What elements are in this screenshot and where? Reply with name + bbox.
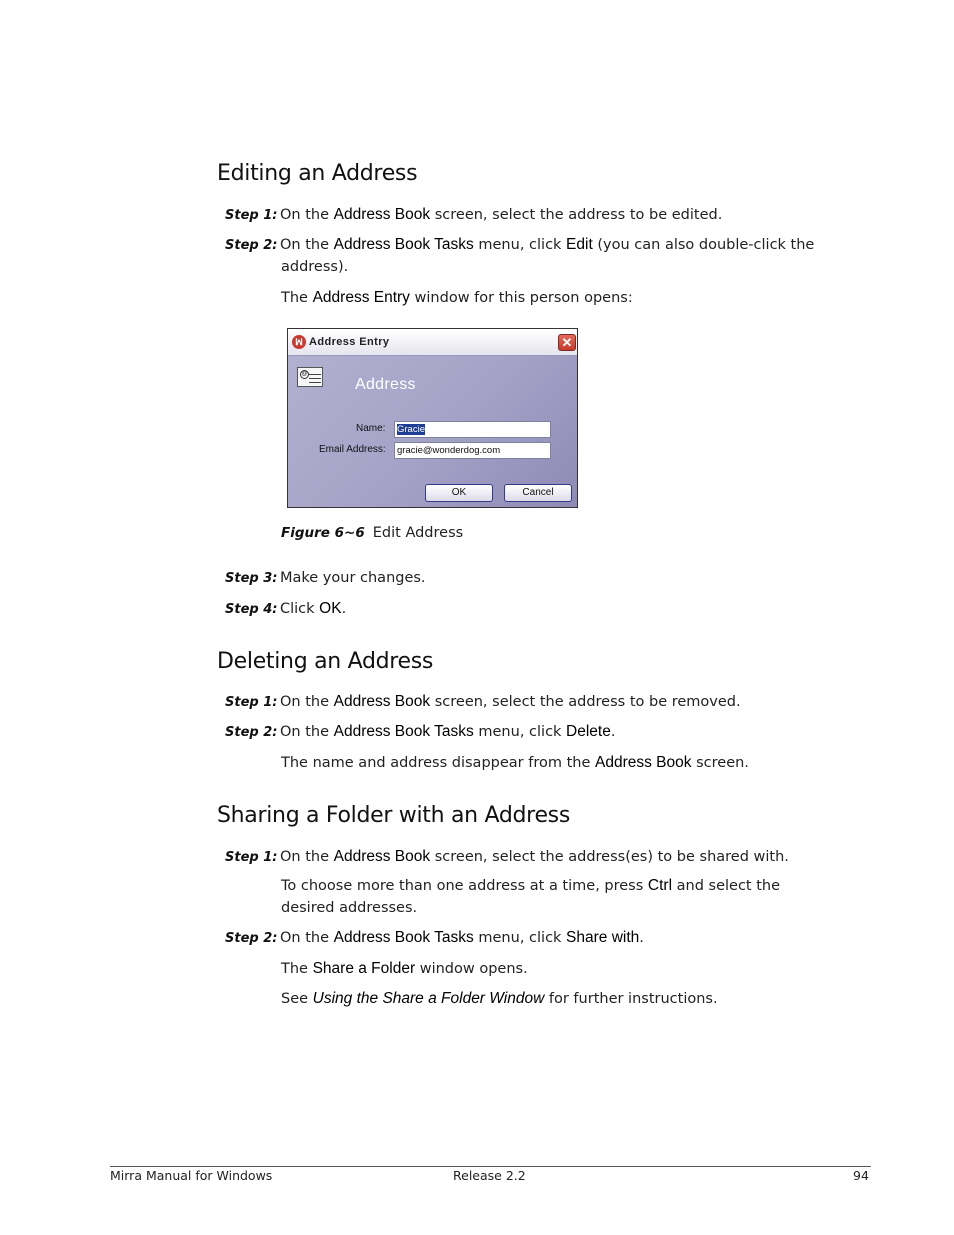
ui-term: Address Book Tasks (333, 929, 474, 946)
step-text: On the (280, 237, 334, 253)
close-button[interactable]: ✕ (558, 334, 576, 351)
cancel-button[interactable]: Cancel (504, 484, 572, 502)
note-text: for further instructions. (544, 991, 718, 1007)
note-text: window for this person opens: (409, 290, 633, 306)
cross-reference-link[interactable]: Using the Share a Folder Window (312, 990, 545, 1007)
dialog-title: Address Entry (309, 336, 390, 348)
step-text: On the (280, 849, 334, 865)
ui-term: OK (319, 600, 342, 617)
name-value: Gracie (397, 424, 425, 435)
note-text: screen. (691, 755, 749, 771)
ui-term: Address Book (333, 206, 431, 223)
ui-term: Delete (566, 723, 611, 740)
name-field[interactable] (394, 421, 551, 438)
ui-term: Address Book Tasks (333, 723, 474, 740)
note-text: The name and address disappear from the (281, 755, 595, 771)
note-text: The (281, 961, 313, 977)
step-text: On the (280, 207, 334, 223)
email-label: Email Address: (319, 444, 386, 455)
step-label: Step 2: (225, 238, 278, 253)
footer-manual-title: Mirra Manual for Windows (110, 1168, 273, 1183)
step-label: Step 1: (225, 850, 278, 865)
ok-button[interactable]: OK (425, 484, 493, 502)
step-text: . (639, 930, 644, 946)
note-text: and select the (672, 878, 781, 894)
figure-text: Edit Address (372, 525, 464, 541)
step-label: Step 2: (225, 725, 278, 740)
footer-rule (110, 1166, 871, 1167)
note-text: To choose more than one address at a time, press (281, 878, 648, 894)
step-text: On the (280, 724, 334, 740)
step-label: Step 4: (225, 602, 278, 617)
deleting-step-2 (225, 721, 615, 744)
ui-term: Address Book (333, 848, 431, 865)
name-label: Name: (356, 423, 386, 434)
step-text: . (610, 724, 616, 740)
editing-step-1 (225, 204, 722, 227)
ui-term: Address Book (595, 754, 692, 771)
step-text: Make your changes. (280, 570, 426, 586)
dialog-heading: Address (355, 376, 416, 393)
section-heading-deleting: Deleting an Address (217, 649, 434, 674)
sharing-note-1 (281, 875, 780, 897)
sharing-note-2 (281, 958, 528, 980)
dialog-titlebar (288, 329, 577, 356)
footer-page-number: 94 (853, 1168, 869, 1183)
step-text: Click (280, 601, 320, 617)
section-heading-sharing: Sharing a Folder with an Address (217, 803, 571, 828)
ui-term: Edit (566, 236, 593, 253)
note-text: See (281, 991, 313, 1007)
deleting-step-1 (225, 691, 741, 714)
section-heading-editing: Editing an Address (217, 161, 418, 186)
ui-term: Address Book (333, 693, 431, 710)
step-text: On the (280, 694, 334, 710)
email-field[interactable] (394, 442, 551, 459)
ui-term: Share a Folder (312, 960, 416, 977)
step-label: Step 3: (225, 571, 278, 586)
step-text: menu, click (473, 237, 567, 253)
editing-step-3 (225, 567, 426, 590)
editing-note (281, 287, 633, 309)
mirra-logo-icon: ꟽ (292, 335, 306, 349)
step-text: screen, select the address(es) to be shared with. (430, 849, 789, 865)
sharing-step-2 (225, 927, 644, 950)
editing-step-2 (225, 234, 814, 257)
step-label: Step 1: (225, 695, 278, 710)
sharing-step-1 (225, 846, 789, 869)
step-text: menu, click (473, 724, 567, 740)
editing-step-4 (225, 598, 346, 621)
step-text: screen, select the address to be removed. (430, 694, 741, 710)
note-text: The (281, 290, 313, 306)
figure-caption (281, 525, 463, 541)
ui-term: Address Book Tasks (333, 236, 474, 253)
editing-step-2-cont: address). (281, 259, 349, 275)
step-text: screen, select the address to be edited. (430, 207, 723, 223)
step-label: Step 2: (225, 931, 278, 946)
sharing-note-3 (281, 988, 718, 1010)
step-text: On the (280, 930, 334, 946)
sharing-note-1-cont: desired addresses. (281, 900, 418, 916)
figure-label: Figure 6~6 (281, 525, 365, 541)
ui-term: Address Entry (312, 289, 410, 306)
email-value: gracie@wonderdog.com (397, 445, 501, 456)
note-text: window opens. (415, 961, 528, 977)
ui-term: Ctrl (647, 877, 673, 894)
footer-release: Release 2.2 (453, 1168, 526, 1183)
step-text: menu, click (473, 930, 567, 946)
address-card-icon: @ (297, 367, 323, 387)
step-text: . (341, 601, 347, 617)
deleting-note (281, 752, 749, 774)
step-text: (you can also double-click the (592, 237, 815, 253)
step-label: Step 1: (225, 208, 278, 223)
address-entry-dialog (287, 328, 578, 508)
ui-term: Share with (566, 929, 640, 946)
